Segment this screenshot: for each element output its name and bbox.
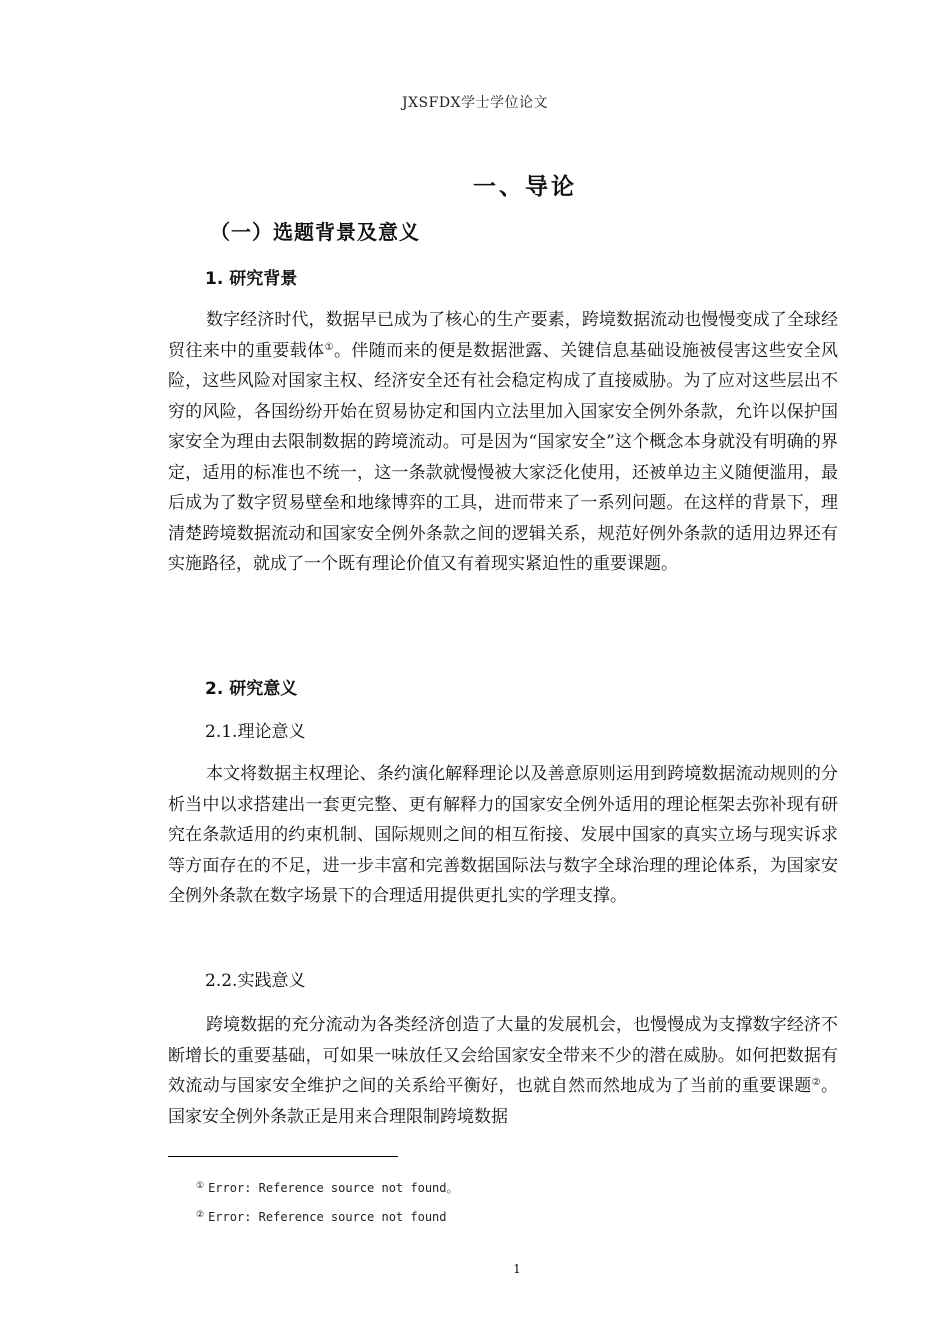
running-header: JXSFDX学士学位论文	[401, 95, 549, 111]
paragraph-practical	[168, 1010, 838, 1132]
subsection-theoretical-significance: 2.1.理论意义	[205, 722, 306, 742]
page-number: 1	[513, 1262, 521, 1276]
footnote-2	[196, 1210, 447, 1224]
paragraph-background-text-a: 数字经济时代，数据早已成为了核心的生产要素，跨境数据流动也慢慢变成了全球经贸往来中的重要载体	[168, 310, 838, 361]
footnote-1-text: Error: Reference source not found。	[208, 1181, 459, 1195]
footnote-1-mark: ①	[196, 1181, 205, 1191]
subsection-research-background: 1. 研究背景	[205, 269, 298, 289]
paragraph-practical-text-b: 。国家安全例外条款正是用来合理限制跨境数据	[168, 1076, 839, 1127]
section-title: （一）选题背景及意义	[210, 220, 420, 244]
chapter-title: 一、导论	[473, 174, 577, 200]
footnote-separator	[168, 1156, 398, 1157]
paragraph-practical-text-a: 跨境数据的充分流动为各类经济创造了大量的发展机会，也慢慢成为支撑数字经济不断增长的重要基础，可如果一味放任又会给国家安全带来不少的潜在威胁。如何把数据有效流动与国家安全维护之间的关系给平衡好，也就自然而然地成为了当前的重要课题	[168, 1015, 838, 1096]
subsection-practical-significance: 2.2.实践意义	[205, 971, 306, 991]
paragraph-theoretical: 本文将数据主权理论、条约演化解释理论以及善意原则运用到跨境数据流动规则的分析当中以求搭建出一套更完整、更有解释力的国家安全例外适用的理论框架去弥补现有研究在条款适用的约束机制、国际规则之间的相互衔接、发展中国家的真实立场与现实诉求等方面存在的不足，进一步丰富和完善数据国际法与数字全球治理的理论体系，为国家安全例外条款在数字场景下的合理适用提供更扎实的学理支撑。	[168, 764, 838, 906]
footnote-2-mark: ②	[196, 1210, 205, 1220]
subsection-research-significance: 2. 研究意义	[205, 679, 298, 699]
paragraph-background	[168, 305, 838, 580]
footnote-1	[196, 1179, 459, 1196]
footnote-ref-1[interactable]: ①	[324, 341, 334, 353]
footnote-ref-2[interactable]: ②	[811, 1077, 822, 1088]
footnote-2-text: Error: Reference source not found	[208, 1210, 447, 1224]
paragraph-background-text-b: 。伴随而来的便是数据泄露、关键信息基础设施被侵害这些安全风险，这些风险对国家主权、经济安全还有社会稳定构成了直接威胁。为了应对这些层出不穷的风险，各国纷纷开始在贸易协定和国内立法里加入国家安全例外条款，允许以保护国家安全为理由去限制数据的跨境流动。可是因为“国家安全”这个概念本身就没有明确的界定，适用的标准也不统一，这一条款就慢慢被大家泛化使用，还被单边主义随便滥用，最后成为了数字贸易壁垒和地缘博弈的工具，进而带来了一系列问题。在这样的背景下，理清楚跨境数据流动和国家安全例外条款之间的逻辑关系，规范好例外条款的适用边界还有实施路径，就成了一个既有理论价值又有着现实紧迫性的重要课题。	[168, 340, 839, 574]
